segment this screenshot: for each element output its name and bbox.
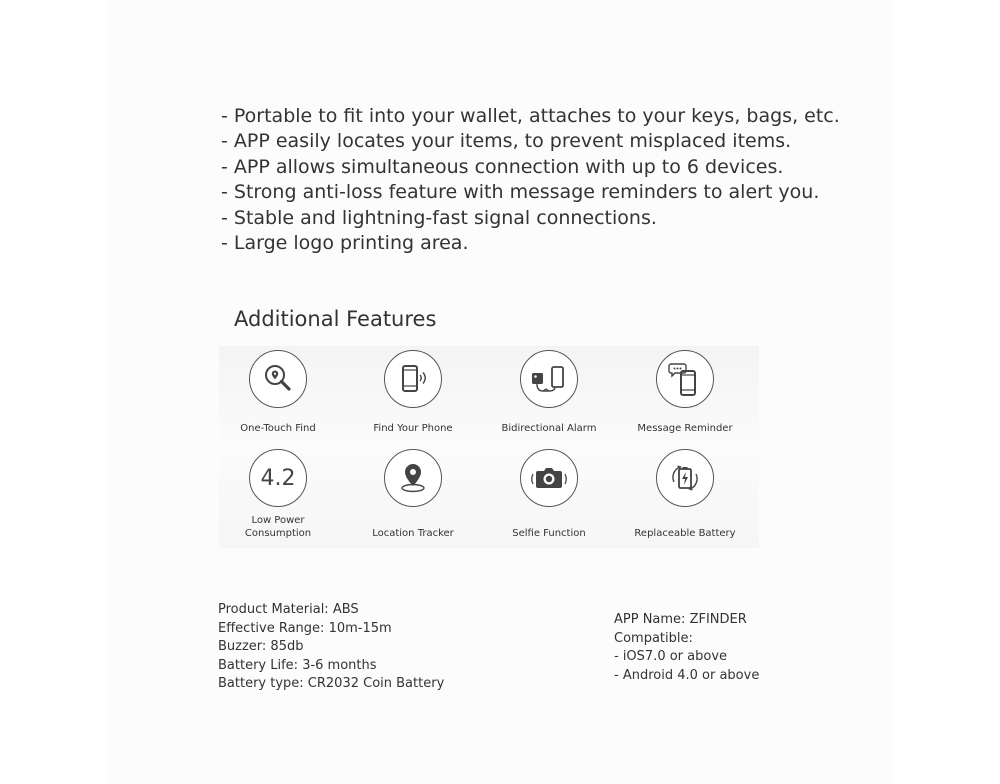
feature-one-touch-find <box>210 350 346 435</box>
camera-icon <box>520 449 578 507</box>
feature-label: One-Touch Find <box>240 423 316 434</box>
app-info <box>614 611 759 685</box>
feature-label-line2: Consumption <box>244 528 312 539</box>
phone-signal-icon <box>384 350 442 408</box>
bullet-item: - Portable to fit into your wallet, attaches to your keys, bags, etc. <box>221 105 840 127</box>
magnifier-pin-icon <box>249 350 307 408</box>
feature-bidirectional-alarm <box>481 350 617 435</box>
feature-replaceable-battery <box>617 449 753 540</box>
tag-phone-icon <box>520 350 578 408</box>
spec-item: Effective Range: 10m-15m <box>218 620 392 636</box>
app-info-item: Compatible: <box>614 630 693 646</box>
features-panel <box>219 346 759 548</box>
app-info-item: - iOS7.0 or above <box>614 649 728 665</box>
feature-label: Selfie Function <box>512 528 586 539</box>
bullet-item: - Strong anti-loss feature with message reminders to alert you. <box>221 181 820 204</box>
feature-location-tracker <box>345 449 481 540</box>
feature-label: Find Your Phone <box>373 423 453 434</box>
battery-cycle-icon <box>656 449 714 507</box>
spec-item: Product Material: ABS <box>218 602 359 617</box>
product-specs <box>218 601 444 694</box>
bullet-item: - APP easily locates your items, to prevent misplaced items. <box>221 130 792 153</box>
spec-item: Buzzer: 85db <box>218 639 304 655</box>
bullet-item: - Large logo printing area. <box>221 232 469 255</box>
feature-label: Message Reminder <box>637 423 733 434</box>
feature-selfie-function <box>481 449 617 540</box>
feature-find-your-phone <box>345 350 481 435</box>
feature-low-power <box>210 449 346 540</box>
phone-message-icon <box>656 350 714 408</box>
spec-item: Battery type: CR2032 Coin Battery <box>218 676 445 692</box>
bullet-item: - APP allows simultaneous connection with up to 6 devices. <box>221 155 784 178</box>
spec-item: Battery Life: 3-6 months <box>218 657 377 673</box>
section-title: Additional Features <box>234 307 437 331</box>
feature-label: Location Tracker <box>372 528 454 539</box>
feature-label: Replaceable Battery <box>634 528 736 539</box>
bullet-item: - Stable and lightning-fast signal connections. <box>221 206 657 229</box>
location-pin-icon <box>384 449 442 507</box>
feature-bullet-list <box>221 104 840 256</box>
feature-label-line1: Low Power <box>251 515 305 526</box>
feature-label: Bidirectional Alarm <box>501 423 597 434</box>
low-power-icon <box>249 449 307 507</box>
app-info-item: APP Name: ZFINDER <box>614 612 747 627</box>
low-power-value: 4.2 <box>260 465 296 491</box>
app-info-item: - Android 4.0 or above <box>614 667 760 683</box>
feature-message-reminder <box>617 350 753 435</box>
